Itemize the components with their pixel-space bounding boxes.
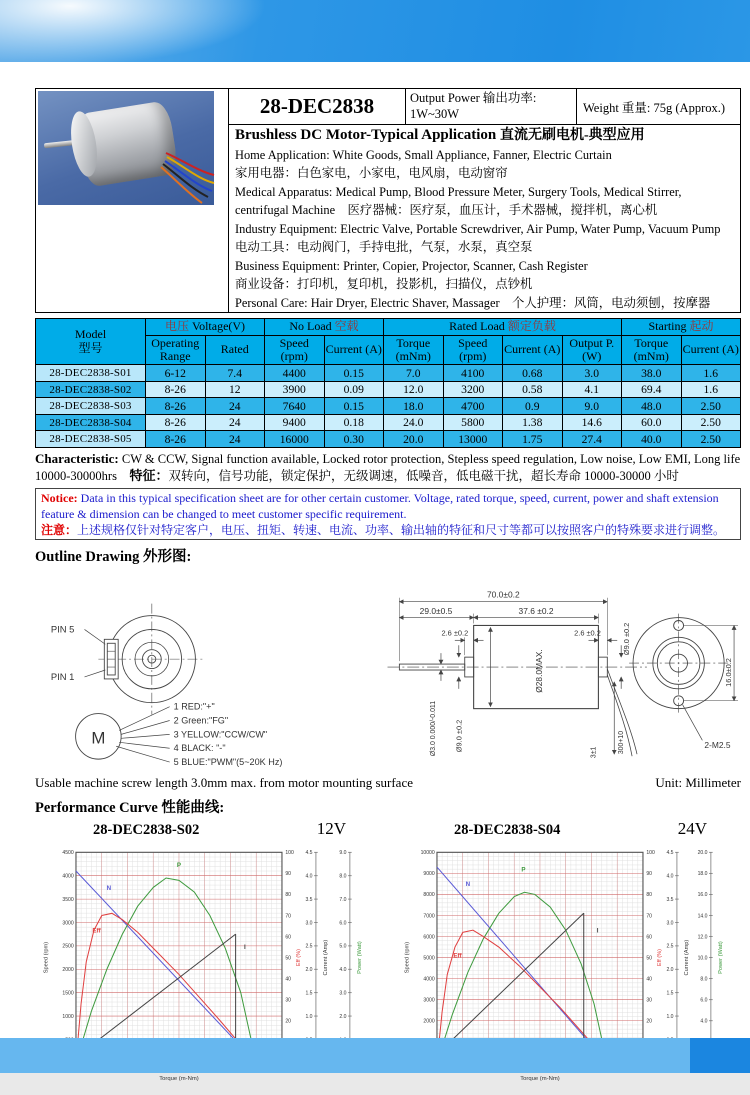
value-cell: 24 [205,431,265,448]
value-cell: 9.0 [562,398,622,415]
dim-3-1: 3±1 [590,746,598,759]
dia-9-front: Ø9.0 ±0.2 [454,719,464,753]
svg-text:I: I [596,927,599,935]
svg-text:4.0: 4.0 [305,873,313,880]
svg-text:5.0: 5.0 [339,943,347,950]
value-cell: 27.4 [562,431,622,448]
svg-text:2.5: 2.5 [666,943,674,950]
svg-text:14.0: 14.0 [697,913,708,920]
col-header: Rated [205,335,265,365]
svg-text:3.0: 3.0 [666,920,674,927]
svg-text:50: 50 [285,955,292,962]
svg-text:2.0: 2.0 [666,967,674,974]
application-line: 家用电器：白色家电，小家电，电风扇，电动窗帘 [235,166,508,181]
svg-text:16.0: 16.0 [697,892,708,899]
value-cell: 1.75 [503,431,563,448]
photo-cell [36,89,229,313]
value-cell: 48.0 [622,398,682,415]
chart-header [396,819,741,841]
value-cell: 4400 [265,365,325,382]
characteristic-cn: 双转向，信号功能，锁定保护，无级调速，低噪音，低电磁干扰，超长寿命 10000-30000 小时 [168,468,679,483]
value-cell: 60.0 [622,414,682,431]
chart-voltage: 12V [316,819,346,839]
svg-text:4.0: 4.0 [339,967,347,974]
value-cell: 16000 [265,431,325,448]
svg-text:90: 90 [285,871,292,878]
value-cell: 7640 [265,398,325,415]
table-row [36,414,741,431]
svg-text:I: I [244,944,246,952]
model-cell: 28-DEC2838-S04 [36,414,146,431]
svg-text:Current (Amp): Current (Amp) [684,939,691,976]
svg-text:4.0: 4.0 [666,873,674,880]
model-title: 28-DEC2838 [229,89,406,125]
svg-text:70: 70 [646,913,653,920]
svg-text:3.5: 3.5 [666,897,674,904]
svg-text:80: 80 [646,892,653,899]
svg-text:6.0: 6.0 [700,997,708,1004]
application-line: Medical Apparatus: Medical Pump, Blood Pressure Meter, Surgery Tools, Medical Stirrer, centrifugal Machine 医疗器械：医疗泵，血压计，手术器械，搅拌机，离心机 [235,184,682,218]
application-title-cn: 直流无刷电机-典型应用 [500,128,645,144]
svg-text:4.5: 4.5 [666,850,674,857]
svg-text:Torque (m-Nm): Torque (m-Nm) [159,1076,199,1083]
svg-text:40: 40 [285,976,292,983]
screw-note: Usable machine screw length 3.0mm max. from motor mounting surface [35,775,413,791]
value-cell: 1.6 [681,381,741,398]
svg-text:20: 20 [285,1018,292,1025]
application-line: Industry Equipment: Electric Valve, Portable Screwdriver, Air Pump, Water Pump, Vacuum Pump [235,221,721,236]
col-group-noload: No Load 空载 [265,319,384,335]
svg-text:3000: 3000 [62,920,74,927]
value-cell: 7.4 [205,365,265,382]
dia-28: Ø28.0MAX. [533,649,544,694]
performance-heading: Performance Curve 性能曲线: [35,800,225,817]
svg-text:P: P [176,862,182,870]
svg-text:Eff (%): Eff (%) [657,949,664,967]
svg-text:1.0: 1.0 [666,1014,674,1021]
svg-text:5000: 5000 [423,955,435,962]
svg-text:12.0: 12.0 [697,934,708,941]
value-cell: 5800 [443,414,503,431]
value-cell: 2.50 [681,414,741,431]
svg-text:N: N [465,881,471,889]
unit-note: Unit: Millimeter [655,775,741,791]
svg-text:10.0: 10.0 [697,955,708,962]
value-cell: 12 [205,381,265,398]
spec-table [35,318,741,448]
svg-text:30: 30 [285,997,292,1004]
dim-26-front: 2.6 ±0.2 [441,628,469,638]
svg-text:4500: 4500 [62,850,74,857]
notice-box [35,488,741,541]
chart-header [35,819,380,841]
wire-label-4: 4 BLACK: "-" [173,743,226,754]
notice-cn: 上述规格仅针对特定客户，电压、扭矩、转速、电流、功率、输出轴的特征和尺寸等都可以按照客户的特殊要求进行调整。 [77,523,726,538]
value-cell: 0.68 [503,365,563,382]
value-cell: 0.09 [324,381,384,398]
notice-en: Data in this typical specification sheet are for other certain customer. Voltage, rated torque, speed, current, power and shaft extension feature & dimension can be changed to meet customer specific requirement. [41,490,719,521]
svg-text:N: N [106,885,112,893]
value-cell: 69.4 [622,381,682,398]
characteristic-text [35,451,741,485]
svg-text:2.0: 2.0 [339,1014,347,1021]
col-group-voltage: 电压 Voltage(V) [146,319,265,335]
pin5-label: PIN 5 [50,623,75,635]
value-cell: 24 [205,414,265,431]
chart-voltage: 24V [677,819,707,839]
svg-text:100: 100 [285,850,294,857]
svg-text:Eff: Eff [92,927,101,935]
header-table [35,88,741,313]
svg-text:Power (Watt): Power (Watt) [718,941,725,975]
svg-text:Eff (%): Eff (%) [296,949,303,967]
col-header: Output P. (W) [562,335,622,365]
svg-text:2.5: 2.5 [305,943,313,950]
value-cell: 18.0 [384,398,444,415]
drawing-note-row [35,775,741,791]
value-cell: 4100 [443,365,503,382]
value-cell: 20.0 [384,431,444,448]
value-cell: 4.1 [562,381,622,398]
model-cell: 28-DEC2838-S01 [36,365,146,382]
value-cell: 0.30 [324,431,384,448]
applications-cell [229,125,741,313]
chart-title: 28-DEC2838-S02 [93,822,200,839]
svg-text:2000: 2000 [423,1018,435,1025]
bottom-decor-band [0,1038,750,1073]
output-power-value: 1W~30W [410,106,460,121]
col-header: Current (A) [681,335,741,365]
bottom-decor-accent [690,1038,750,1073]
svg-text:18.0: 18.0 [697,871,708,878]
output-power-label: Output Power 输出功率: [410,91,537,105]
model-cell: 28-DEC2838-S05 [36,431,146,448]
svg-text:1.5: 1.5 [666,990,674,997]
value-cell: 24.0 [384,414,444,431]
col-header: Current (A) [324,335,384,365]
outline-heading: Outline Drawing 外形图: [35,549,192,566]
dia-shaft: Ø3.0 0.000/-0.011 [430,701,438,757]
value-cell: 2.50 [681,398,741,415]
svg-text:Power (Watt): Power (Watt) [357,941,364,975]
dim-70: 70.0±0.2 [487,589,520,600]
value-cell: 3900 [265,381,325,398]
svg-text:2500: 2500 [62,943,74,950]
table-row [36,365,741,382]
col-header: Speed (rpm) [265,335,325,365]
value-cell: 0.15 [324,365,384,382]
svg-text:3.0: 3.0 [339,990,347,997]
svg-text:8.0: 8.0 [339,873,347,880]
output-power-cell [406,89,577,125]
svg-text:2000: 2000 [62,967,74,974]
value-cell: 1.38 [503,414,563,431]
application-line: Home Application: White Goods, Small Appliance, Fanner, Electric Curtain [235,147,612,162]
svg-text:3500: 3500 [62,897,74,904]
application-title [235,126,734,146]
col-header: Operating Range [146,335,206,365]
svg-text:2.0: 2.0 [305,967,313,974]
svg-text:3.5: 3.5 [305,897,313,904]
chart-title: 28-DEC2838-S04 [454,822,561,839]
svg-text:40: 40 [646,976,653,983]
value-cell: 24 [205,398,265,415]
value-cell: 12.0 [384,381,444,398]
col-group-rated: Rated Load 额定负载 [384,319,622,335]
svg-text:3000: 3000 [423,997,435,1004]
value-cell: 8-26 [146,414,206,431]
value-cell: 8-26 [146,398,206,415]
svg-text:7.0: 7.0 [339,897,347,904]
motor-wires [38,91,214,205]
table-row [36,431,741,448]
value-cell: 0.58 [503,381,563,398]
application-title-en: Brushless DC Motor-Typical Application [235,127,497,144]
col-header-model: Model 型号 [36,319,146,365]
value-cell: 3.0 [562,365,622,382]
col-header: Speed (rpm) [443,335,503,365]
svg-text:60: 60 [646,934,653,941]
svg-text:6000: 6000 [423,934,435,941]
dim-16: 16.0±0.2 [724,658,734,688]
svg-text:90: 90 [646,871,653,878]
dim-300: 300+10 [618,731,626,755]
dim-37-6: 37.6 ±0.2 [518,606,554,617]
svg-text:1.0: 1.0 [305,1014,313,1021]
value-cell: 0.9 [503,398,563,415]
svg-text:80: 80 [285,892,292,899]
svg-text:6.0: 6.0 [339,920,347,927]
value-cell: 4700 [443,398,503,415]
screw-label: 2-M2.5 [704,740,731,751]
value-cell: 1.6 [681,365,741,382]
notice-label-en: Notice: [41,490,78,505]
svg-text:Torque (m-Nm): Torque (m-Nm) [520,1076,560,1083]
svg-text:Eff: Eff [453,952,462,960]
svg-text:60: 60 [285,934,292,941]
value-cell: 13000 [443,431,503,448]
characteristic-label-cn: 特征： [129,467,169,483]
wire-label-1: 1 RED:"+" [173,701,215,712]
product-photo [38,91,214,205]
col-header: Torque (mNm) [384,335,444,365]
svg-text:4.0: 4.0 [700,1018,708,1025]
svg-text:Current (Amp): Current (Amp) [323,939,330,976]
value-cell: 14.6 [562,414,622,431]
characteristic-label-en: Characteristic: [35,450,119,466]
application-line: 商业设备：打印机，复印机，投影机，扫描仪，点钞机 [235,277,533,292]
value-cell: 0.15 [324,398,384,415]
notice-label-cn: 注意： [41,523,78,538]
wire-label-2: 2 Green:"FG" [173,715,229,726]
value-cell: 0.18 [324,414,384,431]
value-cell: 8-26 [146,431,206,448]
weight-cell: Weight 重量: 75g (Approx.) [577,89,741,125]
svg-text:7000: 7000 [423,913,435,920]
value-cell: 38.0 [622,365,682,382]
motor-symbol: M [91,728,106,748]
value-cell: 40.0 [622,431,682,448]
page-content [35,88,741,1095]
svg-text:1000: 1000 [62,1014,74,1021]
svg-text:4.5: 4.5 [305,850,313,857]
svg-text:20: 20 [646,1018,653,1025]
col-group-starting: Starting 起动 [622,319,741,335]
characteristic-en: CW & CCW, Signal function available, Locked rotor protection, Stepless speed regulation, Low noise, Low EMI, Long life 10000-30000hrs [35,451,741,483]
svg-text:P: P [521,866,526,874]
value-cell: 2.50 [681,431,741,448]
svg-text:9000: 9000 [423,871,435,878]
svg-text:70: 70 [285,913,292,920]
svg-text:3.0: 3.0 [305,920,313,927]
top-decor-band [0,0,750,62]
model-cell: 28-DEC2838-S03 [36,398,146,415]
col-header: Torque (mNm) [622,335,682,365]
value-cell: 8-26 [146,381,206,398]
value-cell: 3200 [443,381,503,398]
dia-9-rear: Ø9.0 ±0.2 [622,622,632,656]
application-line: 电动工具：电动阀门，手持电批，气泵，水泵，真空泵 [235,240,533,255]
pin1-label: PIN 1 [50,671,75,683]
svg-text:100: 100 [646,850,655,857]
wire-label-5: 5 BLUE:"PWM"(5~20K Hz) [173,757,283,768]
value-cell: 6-12 [146,365,206,382]
model-cell: 28-DEC2838-S02 [36,381,146,398]
svg-text:Speed (rpm): Speed (rpm) [404,942,411,974]
table-row [36,381,741,398]
svg-text:10000: 10000 [420,850,435,857]
dim-29: 29.0±0.5 [419,606,453,617]
wire-label-3: 3 YELLOW:"CCW/CW" [173,729,268,740]
dim-26-rear: 2.6 ±0.2 [574,628,601,638]
svg-text:4000: 4000 [423,976,435,983]
svg-text:1.5: 1.5 [305,990,313,997]
value-cell: 9400 [265,414,325,431]
outline-drawing [35,568,740,775]
svg-text:1500: 1500 [62,990,74,997]
svg-text:50: 50 [646,955,653,962]
application-line: Personal Care: Hair Dryer, Electric Shaver, Massager 个人护理：风筒，电动须刨，按摩器 [235,295,711,310]
svg-text:Speed (rpm): Speed (rpm) [43,942,50,974]
svg-text:30: 30 [646,997,653,1004]
svg-text:8000: 8000 [423,892,435,899]
svg-text:8.0: 8.0 [700,976,708,983]
table-row [36,398,741,415]
svg-text:4000: 4000 [62,873,74,880]
svg-text:20.0: 20.0 [697,850,708,857]
col-header: Current (A) [503,335,563,365]
application-line: Business Equipment: Printer, Copier, Projector, Scanner, Cash Register [235,258,588,273]
svg-text:9.0: 9.0 [339,850,347,857]
value-cell: 7.0 [384,365,444,382]
